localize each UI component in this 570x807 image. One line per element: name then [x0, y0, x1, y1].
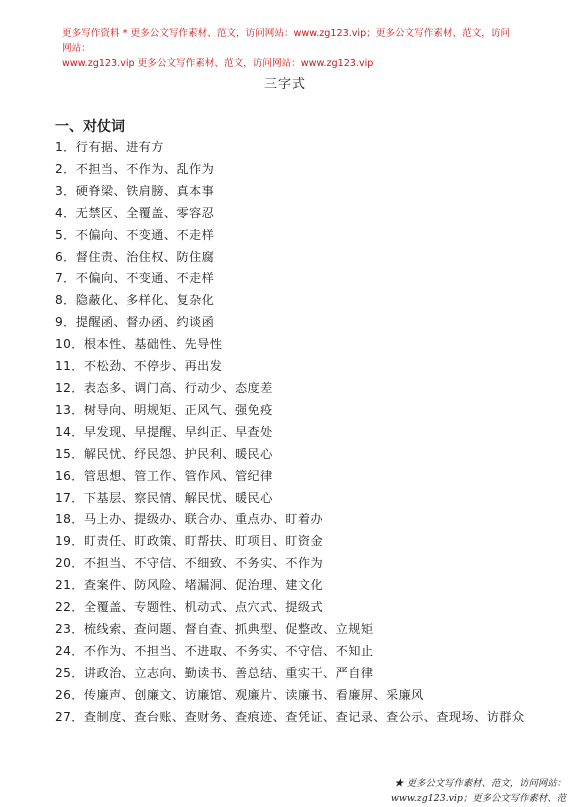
list-item: 20．不担当、不守信、不细致、不务实、不作为	[55, 556, 324, 571]
list-item: 8．隐蔽化、多样化、复杂化	[55, 293, 215, 308]
watermark	[62, 26, 512, 71]
list-item: 3．硬脊梁、铁肩膀、真本事	[55, 183, 215, 198]
list-item: 1．行有据、进有方	[55, 140, 164, 154]
list-item: 6．督住责、治住权、防住腐	[55, 249, 215, 264]
list-item: 11．不松劲、不停步、再出发	[55, 359, 223, 374]
list-item: 27．查制度、查台账、查财务、查痕迹、查凭证、查记录、查公示、查现场、访群众	[55, 709, 525, 724]
list-item: 12．表态多、调门高、行动少、态度差	[55, 380, 273, 395]
list-item: 22．全覆盖、专题性、机动式、点穴式、提级式	[55, 600, 324, 615]
list-item: 13．树导向、明规矩、正风气、强免疫	[55, 402, 273, 417]
footer-line-2: www.zg123.vip；更多公文写作素材、范	[390, 793, 566, 804]
list-item: 14．早发现、早提醒、早纠正、早查处	[55, 424, 273, 439]
list-item: 10．根本性、基础性、先导性	[55, 337, 223, 352]
list-item: 9．提醒函、督办函、约谈函	[55, 315, 215, 330]
list-item: 24．不作为、不担当、不进取、不务实、不守信、不知止	[55, 643, 374, 658]
list-item: 19．盯责任、盯政策、盯帮扶、盯项目、盯资金	[55, 534, 324, 549]
footer-note	[391, 776, 566, 806]
document-title: 三字式	[263, 77, 306, 92]
footer-line-1: ★ 更多公文写作素材、范文，访问网站：	[394, 778, 566, 789]
list-item: 21．查案件、防风险、堵漏洞、促治理、建文化	[55, 578, 324, 593]
list-item: 17．下基层、察民情、解民忧、暖民心	[55, 490, 273, 505]
watermark-line-2: www.zg123.vip 更多公文写作素材、范文，访问网站：www.zg123.vip	[62, 58, 374, 69]
list-item: 25．讲政治、立志向、勤读书、善总结、重实干、严自律	[55, 665, 374, 680]
list-item: 26．传廉声、创廉文、访廉馆、观廉片、读廉书、看廉屏、采廉风	[55, 687, 424, 702]
list-item: 2．不担当、不作为、乱作为	[55, 161, 215, 176]
watermark-line-1: 更多写作资料 * 更多公文写作素材、范文，访问网站：www.zg123.vip；更多公文写作素材、范文，访问网站：	[62, 28, 511, 54]
list-item: 15．解民忧、纾民怨、护民利、暖民心	[55, 446, 273, 461]
list-item: 7．不偏向、不变通、不走样	[55, 271, 215, 286]
list-item: 18．马上办、提级办、联合办、重点办、盯着办	[55, 512, 324, 527]
list-item: 4．无禁区、全覆盖、零容忍	[55, 205, 215, 220]
phrase-list	[55, 137, 525, 728]
section-heading: 一、对仗词	[55, 119, 125, 135]
list-item: 5．不偏向、不变通、不走样	[55, 227, 215, 242]
list-item: 23．梳线索、查问题、督自查、抓典型、促整改、立规矩	[55, 621, 374, 636]
list-item: 16．管思想、管工作、管作风、管纪律	[55, 468, 273, 483]
